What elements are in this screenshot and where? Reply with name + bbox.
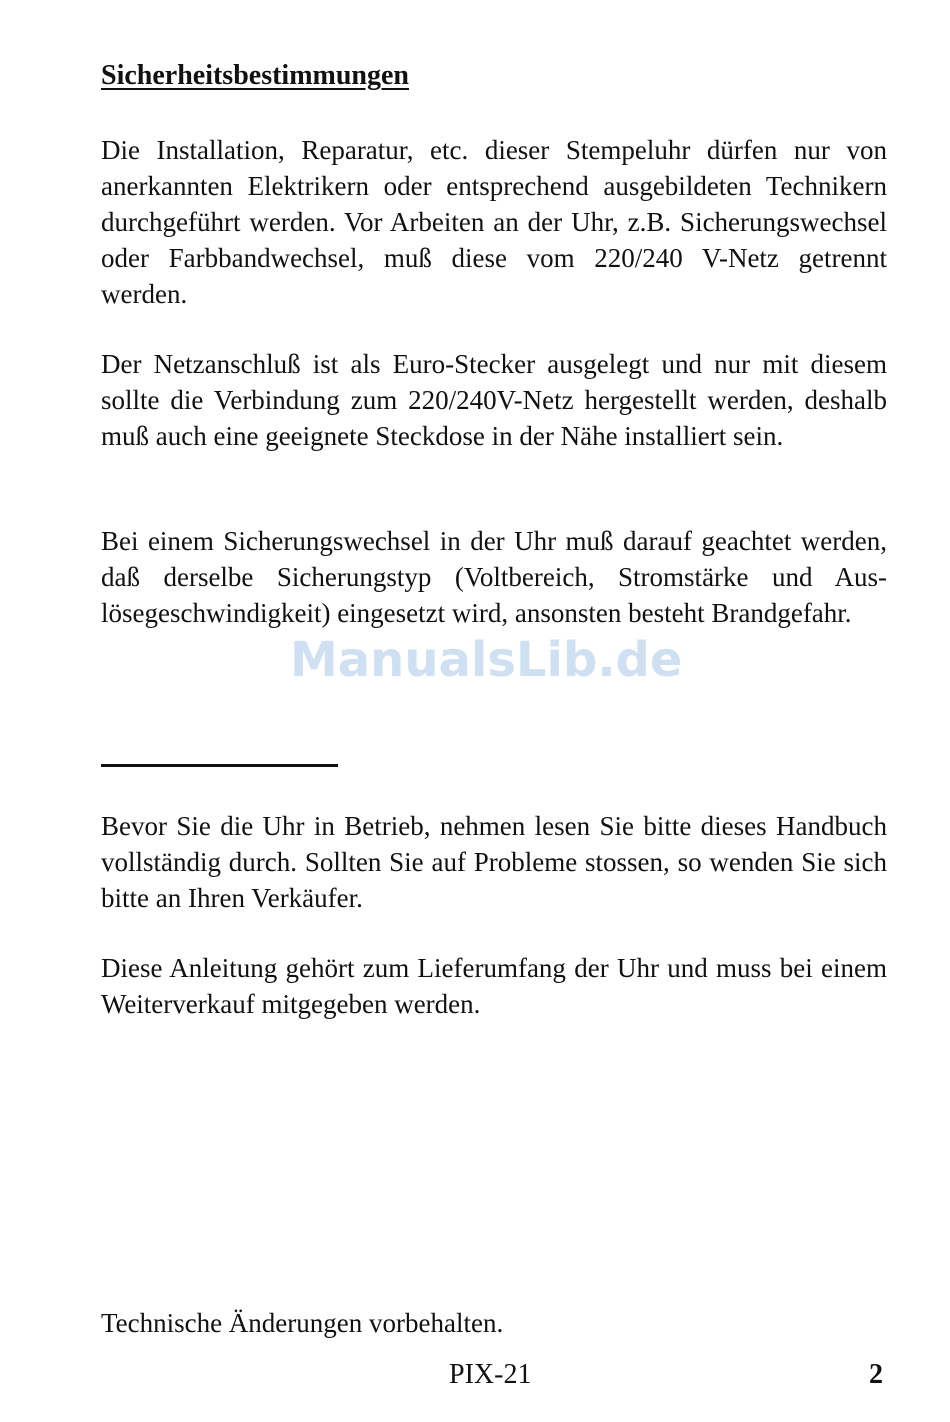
- safety-paragraph-power-connection: Der Netzanschluß ist als Euro-Stecker ausgelegt und nur mit diesem sollte die Verbindung zum 220/240V-Netz hergestellt werden, deshalb muß auch eine geeignete Steckdose in der Nähe installiert sein.: [101, 349, 887, 451]
- section-heading: Sicherheitsbestimmungen: [101, 60, 409, 91]
- info-paragraph-delivery-scope: Diese Anleitung gehört zum Lieferumfang der Uhr und muss bei einem Weiterverkauf mitgegeben werden.: [101, 953, 887, 1019]
- page-number: 2: [869, 1359, 883, 1390]
- safety-paragraph-fuse-change: Bei einem Sicherungswechsel in der Uhr muß darauf geachtet werden, daß derselbe Sicherungstyp (Voltbereich, Stromstärke und Auslösegeschwindigkeit) eingesetzt wird, ansonsten besteht Brandgefahr.: [101, 526, 887, 628]
- footnote-divider: [101, 764, 338, 767]
- watermark-logo: ManualsLib.de: [290, 632, 683, 688]
- safety-paragraph-installation: Die Installation, Reparatur, etc. dieser Stempeluhr dürfen nur von anerkannten Elektrikern oder entsprechend ausgebildeten Technikern durchgeführt werden. Vor Arbeiten an der Uhr, z.B. Sicherungswechsel oder Farbbandwechsel, muß diese vom 220/240 V-Netz getrennt werden.: [101, 135, 887, 309]
- model-name: PIX-21: [449, 1359, 532, 1390]
- info-paragraph-read-manual: Bevor Sie die Uhr in Betrieb, nehmen lesen Sie bitte dieses Handbuch vollständig durch. Sollten Sie auf Probleme stossen, so wenden Sie sich bitte an Ihren Verkäufer.: [101, 811, 887, 913]
- technical-changes-notice: Technische Änderungen vorbehalten.: [101, 1308, 504, 1338]
